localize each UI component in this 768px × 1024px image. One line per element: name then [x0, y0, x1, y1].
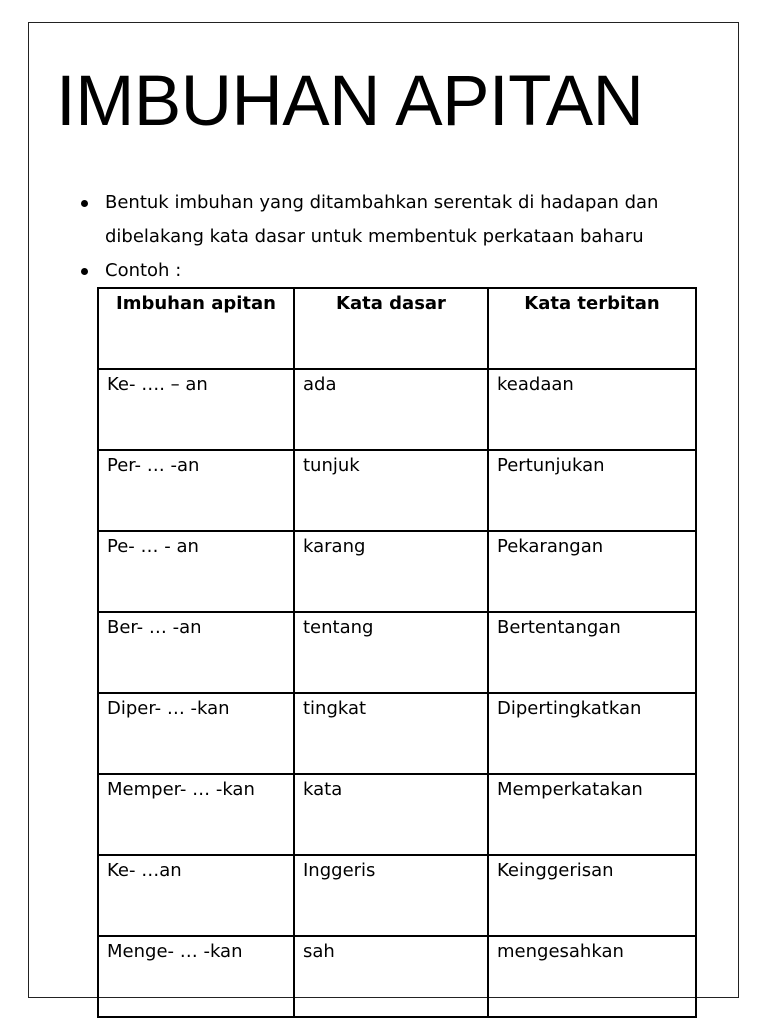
affix-examples-table: [97, 287, 697, 1018]
page-title: IMBUHAN APITAN: [56, 62, 644, 141]
root-word-cell: tunjuk: [294, 450, 488, 531]
affix-cell: Memper- … -kan: [98, 774, 294, 855]
bullet-icon: [81, 268, 88, 275]
affix-cell: Ber- … -an: [98, 612, 294, 693]
header-imbuhan-apitan: Imbuhan apitan: [98, 288, 294, 369]
table-row: [98, 531, 696, 612]
bullet-definition: [78, 186, 698, 254]
table-row: [98, 369, 696, 450]
derived-word-cell: Dipertingkatkan: [488, 693, 696, 774]
derived-word-cell: Memperkatakan: [488, 774, 696, 855]
root-word-cell: karang: [294, 531, 488, 612]
table-row: [98, 936, 696, 1017]
root-word-cell: tentang: [294, 612, 488, 693]
root-word-cell: ada: [294, 369, 488, 450]
root-word-cell: kata: [294, 774, 488, 855]
affix-cell: Ke- …an: [98, 855, 294, 936]
root-word-cell: tingkat: [294, 693, 488, 774]
derived-word-cell: Bertentangan: [488, 612, 696, 693]
bullet-example: [78, 254, 698, 288]
table-row: [98, 450, 696, 531]
root-word-cell: sah: [294, 936, 488, 1017]
affix-cell: Ke- …. – an: [98, 369, 294, 450]
header-kata-dasar: Kata dasar: [294, 288, 488, 369]
table-row: [98, 693, 696, 774]
bullet-icon: [81, 200, 88, 207]
derived-word-cell: mengesahkan: [488, 936, 696, 1017]
derived-word-cell: keadaan: [488, 369, 696, 450]
derived-word-cell: Pertunjukan: [488, 450, 696, 531]
affix-cell: Per- … -an: [98, 450, 294, 531]
table-header-row: [98, 288, 696, 369]
bullet-list: [78, 186, 698, 288]
header-kata-terbitan: Kata terbitan: [488, 288, 696, 369]
example-label: Contoh :: [105, 260, 182, 281]
root-word-cell: Inggeris: [294, 855, 488, 936]
affix-cell: Diper- … -kan: [98, 693, 294, 774]
derived-word-cell: Keinggerisan: [488, 855, 696, 936]
table-row: [98, 774, 696, 855]
derived-word-cell: Pekarangan: [488, 531, 696, 612]
affix-cell: Pe- … - an: [98, 531, 294, 612]
table-row: [98, 855, 696, 936]
affix-cell: Menge- … -kan: [98, 936, 294, 1017]
table-row: [98, 612, 696, 693]
definition-text: Bentuk imbuhan yang ditambahkan serentak di hadapan dan dibelakang kata dasar untuk membentuk perkataan baharu: [105, 192, 659, 247]
